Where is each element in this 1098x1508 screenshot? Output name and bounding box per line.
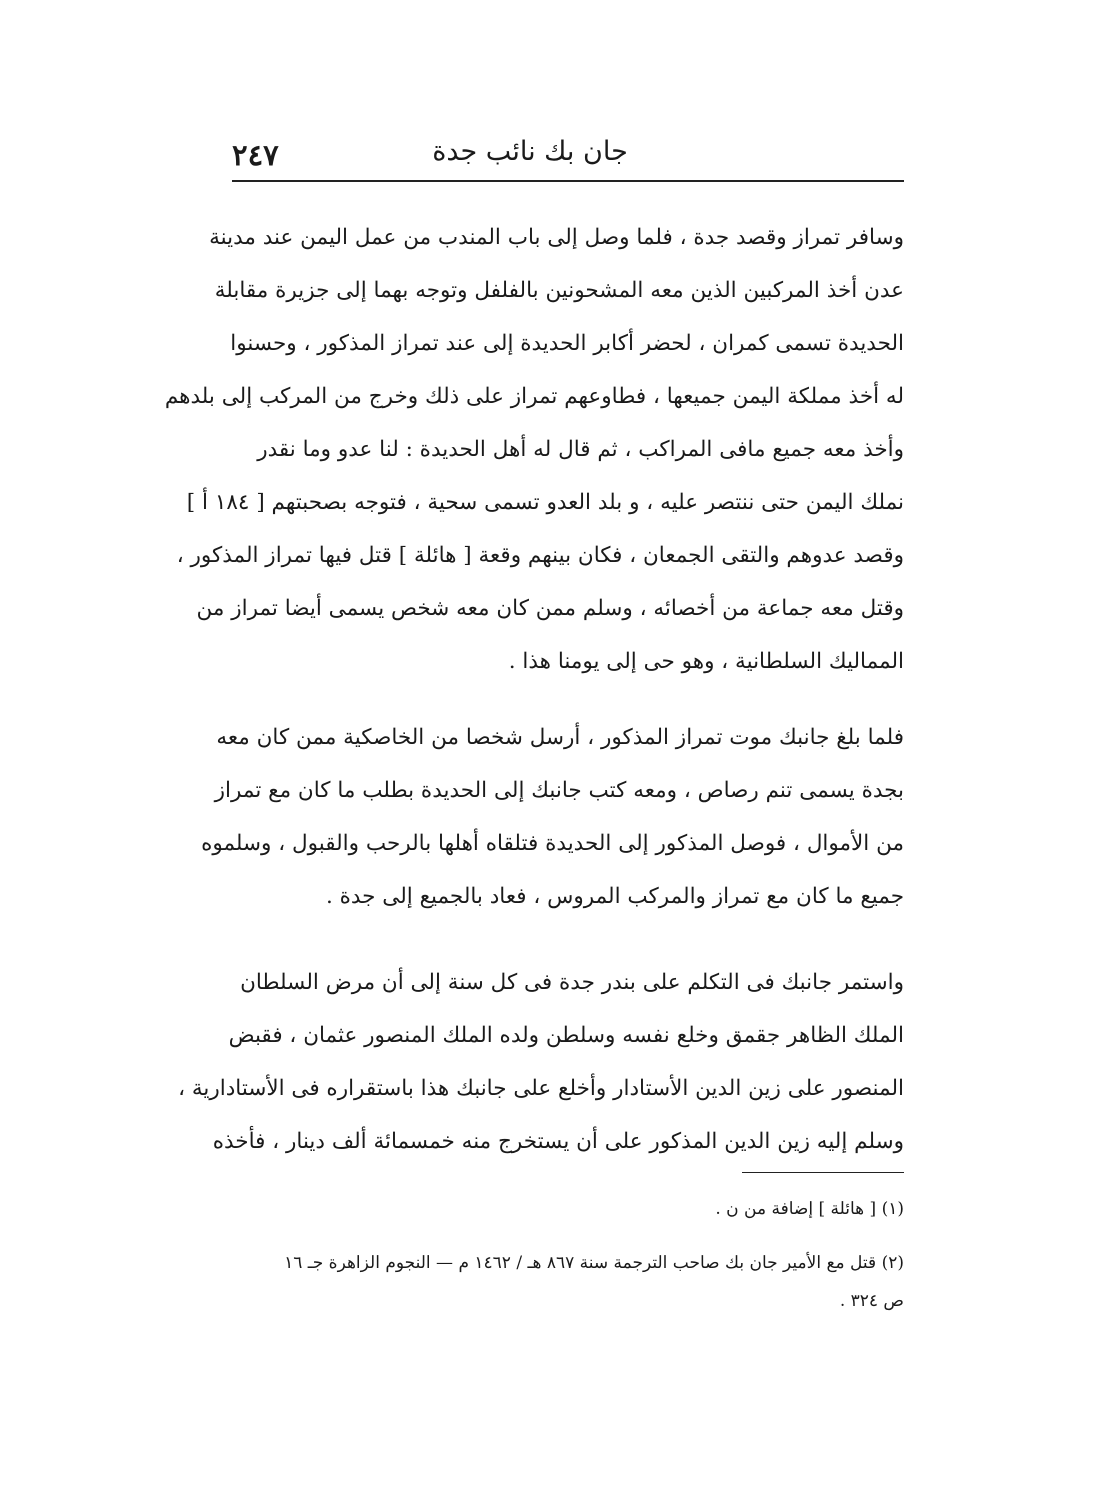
paragraph-3 — [178, 956, 904, 1168]
running-title: جان بك نائب جدة — [432, 136, 628, 167]
footnote-divider — [742, 1172, 904, 1173]
text-line: الحديدة تسمى كمران ، لحضر أكابر الحديدة إلى عند تمراز المذكور ، وحسنوا — [230, 331, 904, 356]
text-line: المماليك السلطانية ، وهو حى إلى يومنا هذا . — [508, 649, 904, 674]
paragraph-1 — [164, 211, 904, 688]
footnote-2: (٢) قتل مع الأمير جان بك صاحب الترجمة سنة ٨٦٧ هـ / ١٤٦٢ م — النجوم الزاهرة جـ ١٦ — [284, 1253, 904, 1273]
text-line: وقصد عدوهم والتقى الجمعان ، فكان بينهم وقعة [ هائلة ] قتل فيها تمراز المذكور ، — [176, 543, 904, 568]
footnotes — [246, 1190, 904, 1320]
text-line: وسافر تمراز وقصد جدة ، فلما وصل إلى باب المندب من عمل اليمن عند مدينة — [209, 225, 904, 250]
text-line: المنصور على زين الدين الأستادار وأخلع على جانبك هذا باستقراره فى الأستادارية ، — [178, 1076, 904, 1101]
text-line: جميع ما كان مع تمراز والمركب المروس ، فعاد بالجميع إلى جدة . — [325, 884, 904, 909]
text-line: له أخذ مملكة اليمن جميعها ، فطاوعهم تمراز على ذلك وخرج من المركب إلى بلدهم — [164, 384, 904, 409]
text-line: نملك اليمن حتى ننتصر عليه ، و بلد العدو تسمى سحية ، فتوجه بصحبتهم [ ١٨٤ أ ] — [186, 490, 904, 515]
footnote-1: (١) [ هائلة ] إضافة من ن . — [715, 1199, 904, 1219]
header-divider — [232, 180, 904, 182]
text-line: وقتل معه جماعة من أخصائه ، وسلم ممن كان معه شخص يسمى أيضا تمراز من — [196, 596, 904, 621]
footnote-2-continuation: ص ٣٢٤ . — [839, 1291, 904, 1311]
text-line: بجدة يسمى تنم رصاص ، ومعه كتب جانبك إلى الحديدة بطلب ما كان مع تمراز — [214, 778, 904, 803]
text-line: فلما بلغ جانبك موت تمراز المذكور ، أرسل شخصا من الخاصكية ممن كان معه — [216, 725, 904, 750]
page-number: ٢٤٧ — [232, 138, 279, 172]
paragraph-2 — [201, 711, 904, 923]
text-line: وأخذ معه جميع مافى المراكب ، ثم قال له أهل الحديدة : لنا عدو وما نقدر — [257, 437, 904, 462]
text-line: وسلم إليه زين الدين المذكور على أن يستخرج منه خمسمائة ألف دينار ، فأخذه — [212, 1129, 904, 1154]
text-line: عدن أخذ المركبين الذين معه المشحونين بالفلفل وتوجه بهما إلى جزيرة مقابلة — [214, 278, 904, 303]
text-line: الملك الظاهر جقمق وخلع نفسه وسلطن ولده الملك المنصور عثمان ، فقبض — [228, 1023, 904, 1048]
text-line: واستمر جانبك فى التكلم على بندر جدة فى كل سنة إلى أن مرض السلطان — [240, 970, 904, 995]
text-line: من الأموال ، فوصل المذكور إلى الحديدة فتلقاه أهلها بالرحب والقبول ، وسلموه — [201, 831, 904, 856]
